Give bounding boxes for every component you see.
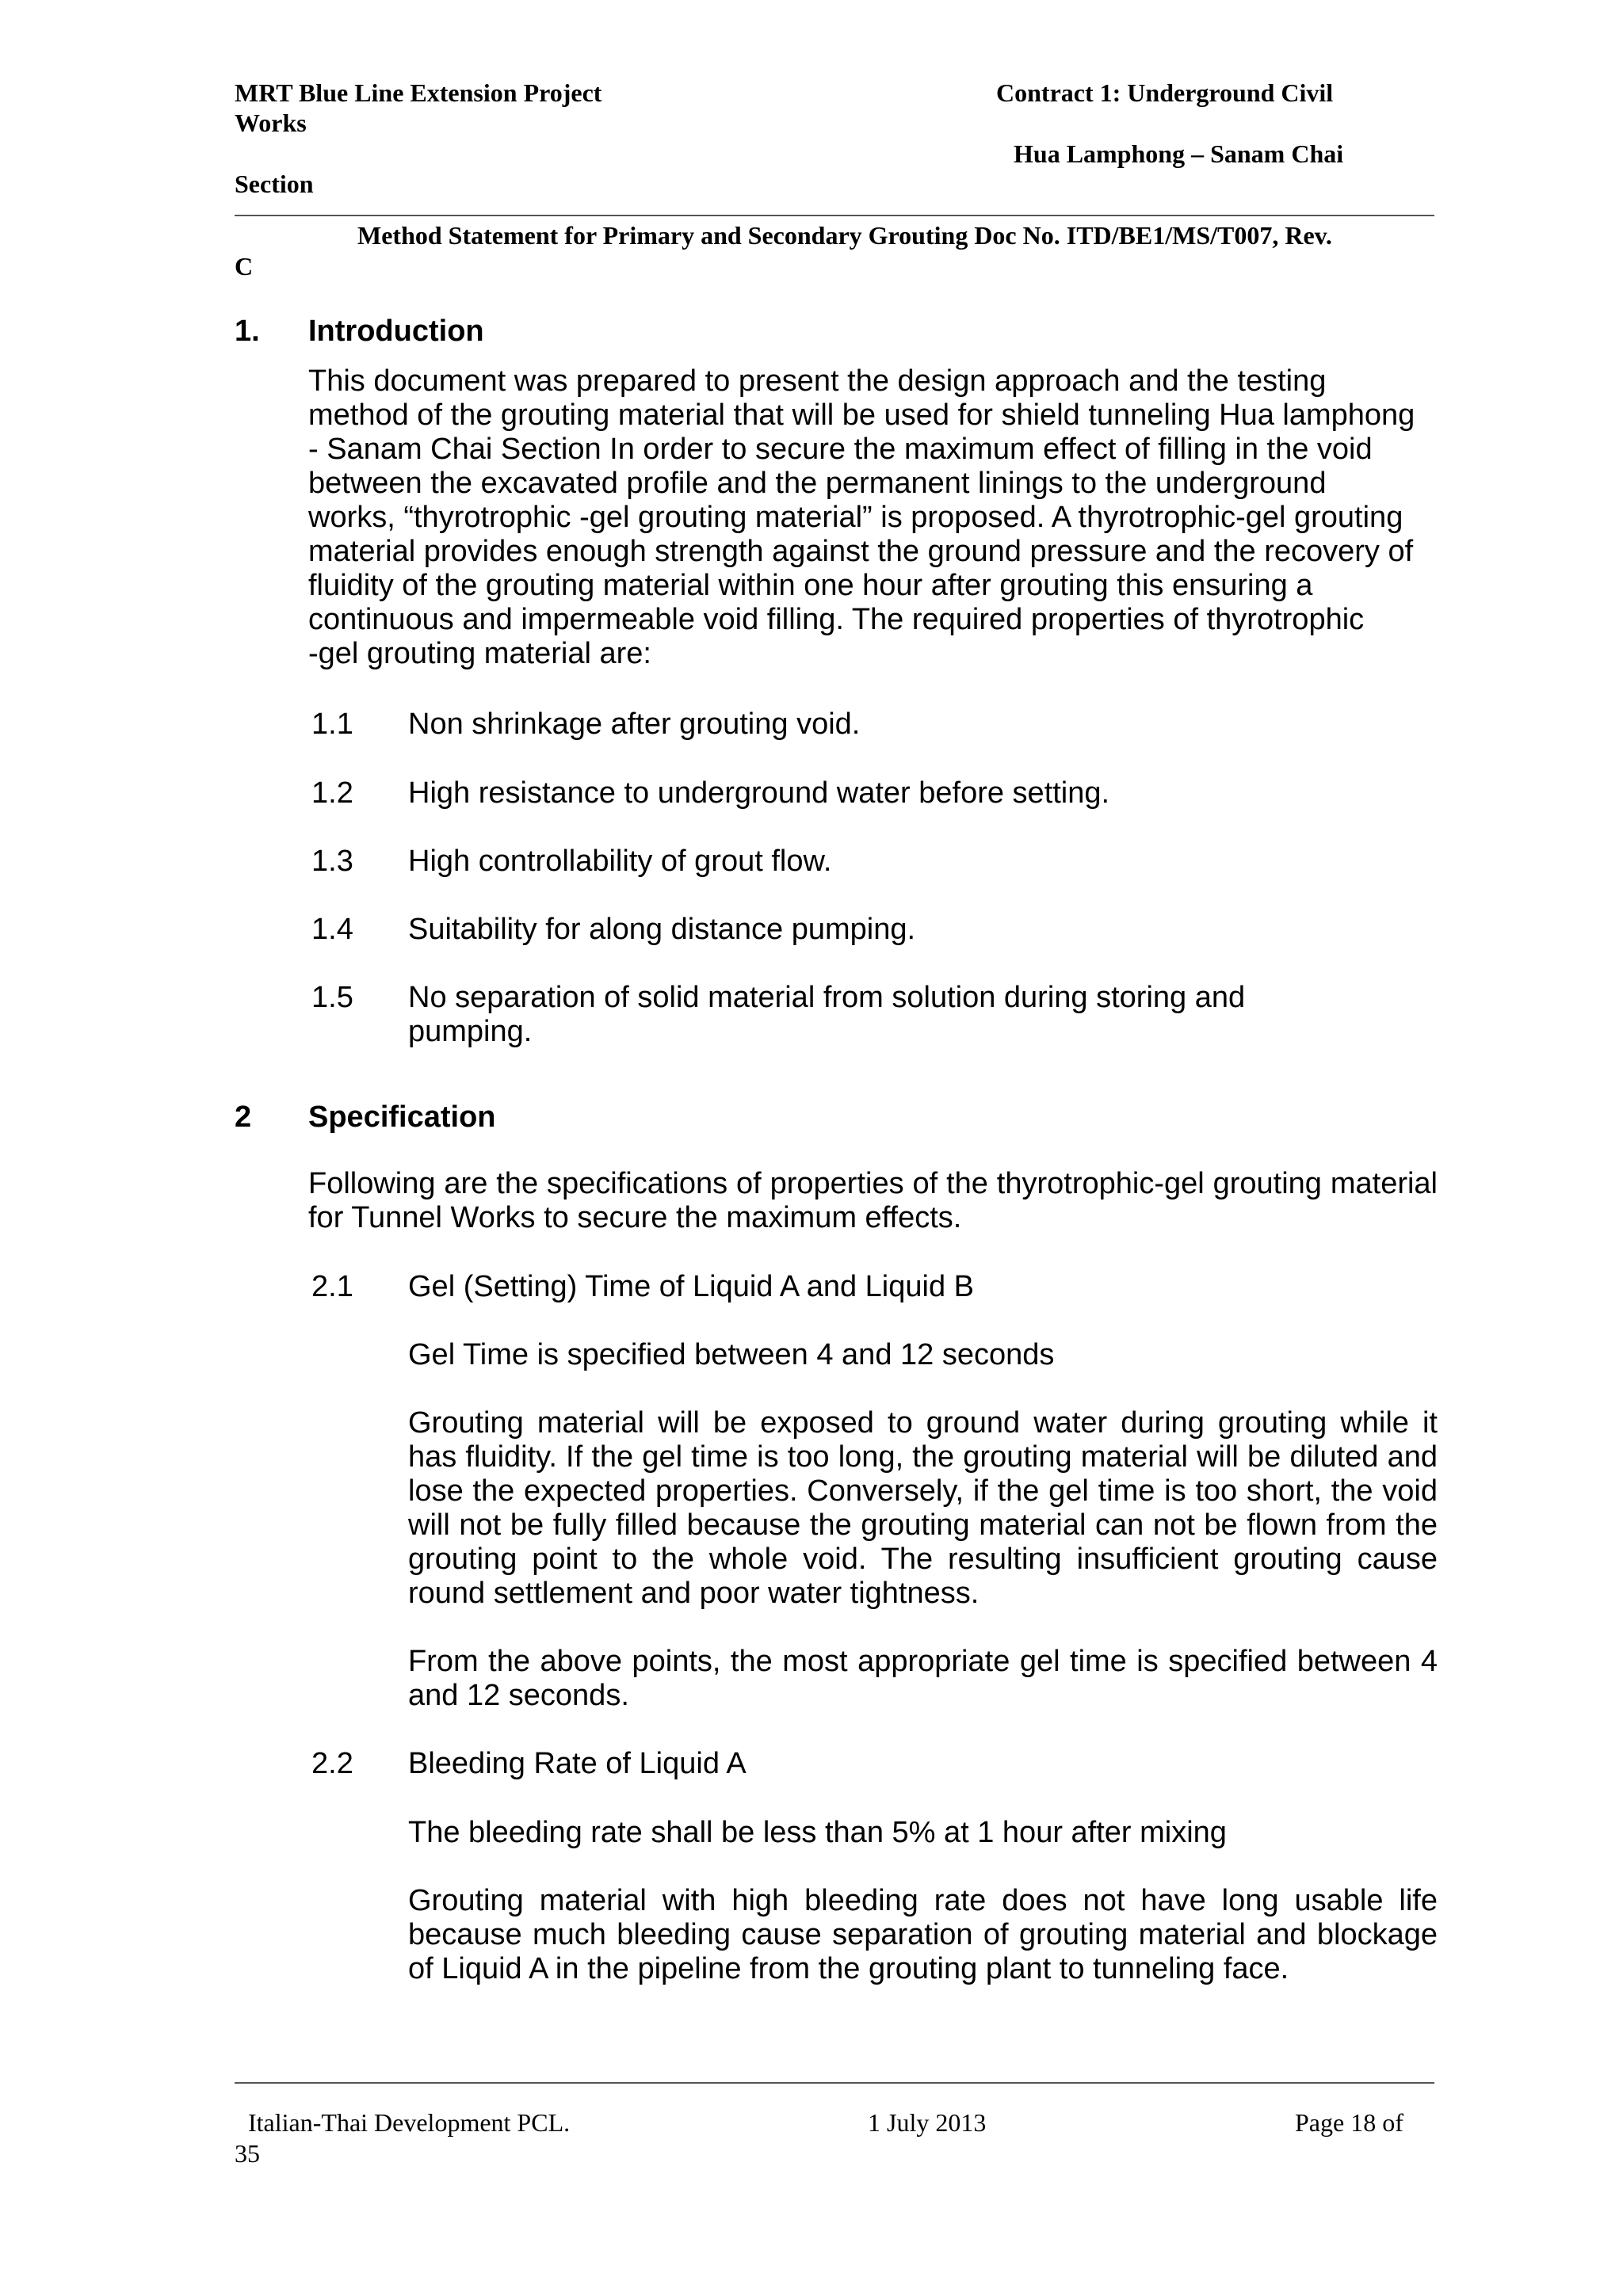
intro-line: material provides enough strength against the ground pressure and the recovery of (308, 535, 1414, 568)
header-contract: Contract 1: Underground Civil (996, 78, 1334, 107)
subsection-title: Bleeding Rate of Liquid A (408, 1747, 747, 1780)
list-item-text: Suitability for along distance pumping. (408, 913, 916, 946)
intro-paragraph (308, 364, 1438, 671)
footer-company: Italian-Thai Development PCL. (248, 2108, 571, 2137)
subsection-title: Gel (Setting) Time of Liquid A and Liquid B (408, 1270, 974, 1303)
intro-line: continuous and impermeable void filling. The required properties of thyrotrophic (308, 603, 1365, 636)
subsection-conclusion: From the above points, the most appropriate gel time is specified between 4 and 12 seconds. (408, 1645, 1438, 1712)
intro-line: -gel grouting material are: (308, 637, 651, 670)
list-item-text-continued: pumping. (408, 1015, 533, 1048)
footer-rule (235, 2082, 1434, 2084)
list-item-number: 1.1 (311, 707, 353, 741)
footer-page-total: 35 (235, 2139, 260, 2168)
subsection-spec: The bleeding rate shall be less than 5% at 1 hour after mixing (408, 1816, 1227, 1849)
header-section: Section (235, 170, 314, 198)
header-rev: C (235, 252, 254, 280)
subsection-paragraph: Grouting material will be exposed to ground water during grouting while it has fluidity. If the gel time is too long, the grouting material will be diluted and lose the expected properties. Conversely, if the gel time is too short, the void will not be fully filled because the grouting material can not be flown from the grouting point to the whole void. The resulting insufficient grouting cause round settlement and poor water tightness. (408, 1406, 1438, 1610)
spec-heading: Specification (308, 1100, 496, 1134)
list-item-text: No separation of solid material from solution during storing and (408, 981, 1246, 1014)
intro-line: method of the grouting material that will be used for shield tunneling Hua lamphong (308, 399, 1415, 432)
list-item-text: Non shrinkage after grouting void. (408, 707, 861, 741)
intro-line: works, “thyrotrophic -gel grouting material” is proposed. A thyrotrophic-gel grouting (308, 501, 1403, 534)
intro-line: This document was prepared to present the design approach and the testing (308, 364, 1327, 398)
subsection-number: 2.2 (311, 1747, 353, 1780)
header-section-name: Hua Lamphong – Sanam Chai (1014, 139, 1344, 168)
list-item-number: 1.3 (311, 845, 353, 878)
intro-line: between the excavated profile and the permanent linings to the underground (308, 467, 1327, 500)
intro-line: fluidity of the grouting material within one hour after grouting this ensuring a (308, 569, 1313, 602)
header-doc-title: Method Statement for Primary and Secondary Grouting Doc No. ITD/BE1/MS/T007, Rev. (357, 221, 1332, 250)
header-rule (235, 215, 1434, 216)
header-works: Works (235, 109, 307, 137)
list-item-text: High controllability of grout flow. (408, 845, 832, 878)
list-item-number: 1.5 (311, 981, 353, 1014)
subsection-number: 2.1 (311, 1270, 353, 1303)
subsection-paragraph: Grouting material with high bleeding rate does not have long usable life because much bleeding cause separation of grouting material and blockage of Liquid A in the pipeline from the grouting plant to tunneling face. (408, 1884, 1438, 1985)
header-project: MRT Blue Line Extension Project (235, 78, 602, 107)
intro-line: - Sanam Chai Section In order to secure the maximum effect of filling in the void (308, 433, 1373, 466)
intro-number: 1. (235, 315, 260, 348)
spec-number: 2 (235, 1100, 252, 1134)
subsection-spec: Gel Time is specified between 4 and 12 seconds (408, 1338, 1055, 1371)
spec-intro: Following are the specifications of properties of the thyrotrophic-gel grouting material for Tunnel Works to secure the maximum effects. (308, 1167, 1438, 1234)
footer-page: Page 18 of (1295, 2108, 1403, 2137)
intro-heading: Introduction (308, 315, 484, 348)
footer-date: 1 July 2013 (868, 2108, 987, 2137)
list-item-number: 1.2 (311, 776, 353, 810)
list-item-number: 1.4 (311, 913, 353, 946)
list-item-text: High resistance to underground water before setting. (408, 776, 1110, 810)
